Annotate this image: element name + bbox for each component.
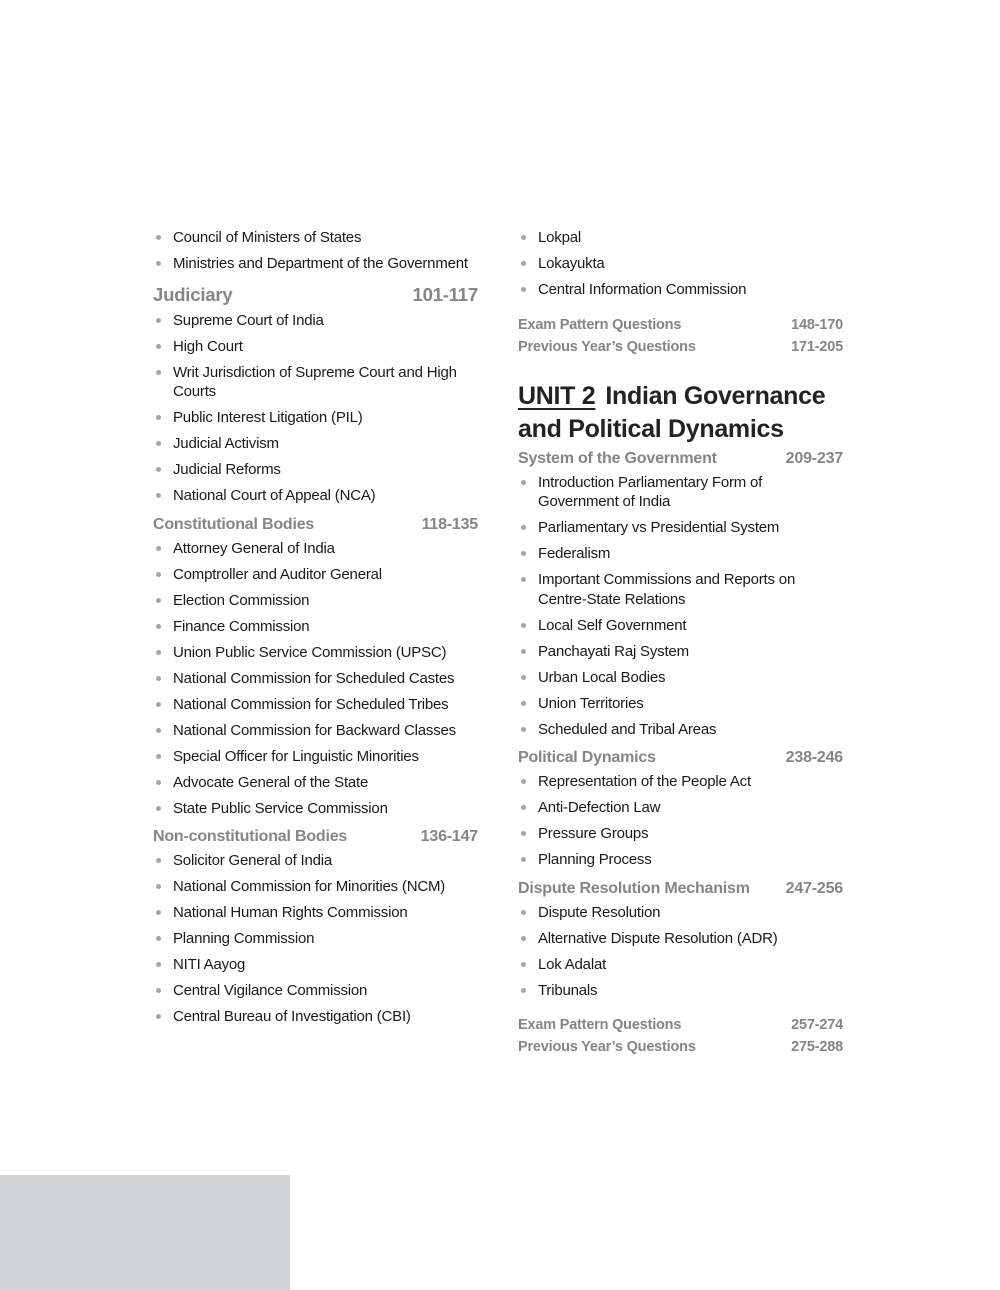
- intro-list: [153, 228, 478, 274]
- section-heading: [153, 516, 478, 534]
- section-heading: [518, 749, 843, 767]
- page-range: 238-246: [785, 749, 843, 766]
- list-item: Parliamentary vs Presidential System: [518, 518, 843, 538]
- list-item: Judicial Activism: [153, 434, 478, 454]
- page-range: 101-117: [412, 283, 478, 305]
- section-title: Non-constitutional Bodies: [153, 828, 348, 845]
- list-item: Attorney General of India: [153, 539, 478, 559]
- row-label: Exam Pattern Questions: [518, 1017, 682, 1033]
- list-item: Planning Process: [518, 850, 843, 870]
- list-item: Tribunals: [518, 981, 843, 1001]
- section-title: Dispute Resolution Mechanism: [518, 879, 750, 897]
- list-item: National Commission for Minorities (NCM): [153, 877, 478, 897]
- exam-pattern-row: [518, 314, 843, 336]
- page-range: 275-288: [791, 1039, 843, 1055]
- page-range: 209-237: [785, 449, 843, 467]
- section-non-constitutional-bodies: [153, 828, 478, 1027]
- list-item: Judicial Reforms: [153, 460, 478, 480]
- list-item: Special Officer for Linguistic Minorities: [153, 747, 478, 767]
- list-item: Union Public Service Commission (UPSC): [153, 643, 478, 663]
- previous-year-row: [518, 336, 843, 358]
- section-system-of-government: [518, 450, 843, 740]
- list-item: Finance Commission: [153, 617, 478, 637]
- list-item: Union Territories: [518, 694, 843, 714]
- section-title: Constitutional Bodies: [153, 515, 315, 533]
- list-item: Urban Local Bodies: [518, 668, 843, 688]
- unit-title: Indian Governance and Political Dynamics: [518, 381, 826, 443]
- exam-question-rows: [518, 1014, 843, 1058]
- list-item: Alternative Dispute Resolution (ADR): [518, 929, 843, 949]
- list-item: Planning Commission: [153, 929, 478, 949]
- list-item: National Court of Appeal (NCA): [153, 486, 478, 506]
- list-item: Introduction Parliamentary Form of Government of India: [518, 473, 843, 512]
- list-item: NITI Aayog: [153, 955, 478, 975]
- section-heading: [153, 284, 478, 306]
- row-label: Previous Year’s Questions: [518, 338, 696, 355]
- list-item: National Commission for Scheduled Castes: [153, 669, 478, 689]
- list-item: Panchayati Raj System: [518, 642, 843, 662]
- row-label: Previous Year’s Questions: [518, 1039, 696, 1055]
- unit-number: UNIT 2: [518, 381, 596, 410]
- list-item: Central Bureau of Investigation (CBI): [153, 1007, 478, 1027]
- intro-list: [518, 228, 843, 300]
- left-column: [153, 228, 478, 1033]
- list-item: Writ Jurisdiction of Supreme Court and High Courts: [153, 363, 478, 402]
- section-judiciary: [153, 284, 478, 506]
- page-range: 118-135: [421, 515, 478, 533]
- section-heading: [518, 880, 843, 898]
- section-title: Judiciary: [153, 283, 233, 305]
- page-range: 148-170: [791, 316, 843, 333]
- section-title: Political Dynamics: [518, 749, 656, 766]
- section-constitutional-bodies: [153, 516, 478, 819]
- list-item: Lok Adalat: [518, 955, 843, 975]
- list-item: Council of Ministers of States: [153, 228, 478, 248]
- list-item: Dispute Resolution: [518, 903, 843, 923]
- list-item: Central Vigilance Commission: [153, 981, 478, 1001]
- list-item: Important Commissions and Reports on Centre-State Relations: [518, 570, 843, 609]
- list-item: State Public Service Commission: [153, 799, 478, 819]
- unit-heading: [518, 380, 843, 446]
- list-item: Scheduled and Tribal Areas: [518, 720, 843, 740]
- list-item: National Commission for Backward Classes: [153, 721, 478, 741]
- section-political-dynamics: [518, 749, 843, 870]
- list-item: National Commission for Scheduled Tribes: [153, 695, 478, 715]
- row-label: Exam Pattern Questions: [518, 316, 682, 333]
- list-item: Anti-Defection Law: [518, 798, 843, 818]
- list-item: Election Commission: [153, 591, 478, 611]
- list-item: Ministries and Department of the Government: [153, 254, 478, 274]
- list-item: Solicitor General of India: [153, 851, 478, 871]
- list-item: Comptroller and Auditor General: [153, 565, 478, 585]
- section-heading: [518, 450, 843, 468]
- section-heading: [153, 828, 478, 846]
- exam-question-rows: [518, 314, 843, 358]
- list-item: Local Self Government: [518, 616, 843, 636]
- list-item: Advocate General of the State: [153, 773, 478, 793]
- page-range: 171-205: [791, 338, 843, 355]
- list-item: Supreme Court of India: [153, 311, 478, 331]
- corner-block: [0, 1175, 290, 1290]
- list-item: Public Interest Litigation (PIL): [153, 408, 478, 428]
- page-range: 247-256: [785, 879, 843, 897]
- list-item: Central Information Commission: [518, 280, 843, 300]
- section-title: System of the Government: [518, 449, 717, 467]
- list-item: National Human Rights Commission: [153, 903, 478, 923]
- page-range: 257-274: [791, 1017, 843, 1033]
- exam-pattern-row: [518, 1014, 843, 1036]
- list-item: Lokayukta: [518, 254, 843, 274]
- list-item: High Court: [153, 337, 478, 357]
- list-item: Lokpal: [518, 228, 843, 248]
- list-item: Pressure Groups: [518, 824, 843, 844]
- right-column: [518, 228, 843, 1058]
- section-dispute-resolution: [518, 880, 843, 1001]
- previous-year-row: [518, 1036, 843, 1058]
- page-range: 136-147: [420, 828, 478, 845]
- list-item: Representation of the People Act: [518, 772, 843, 792]
- list-item: Federalism: [518, 544, 843, 564]
